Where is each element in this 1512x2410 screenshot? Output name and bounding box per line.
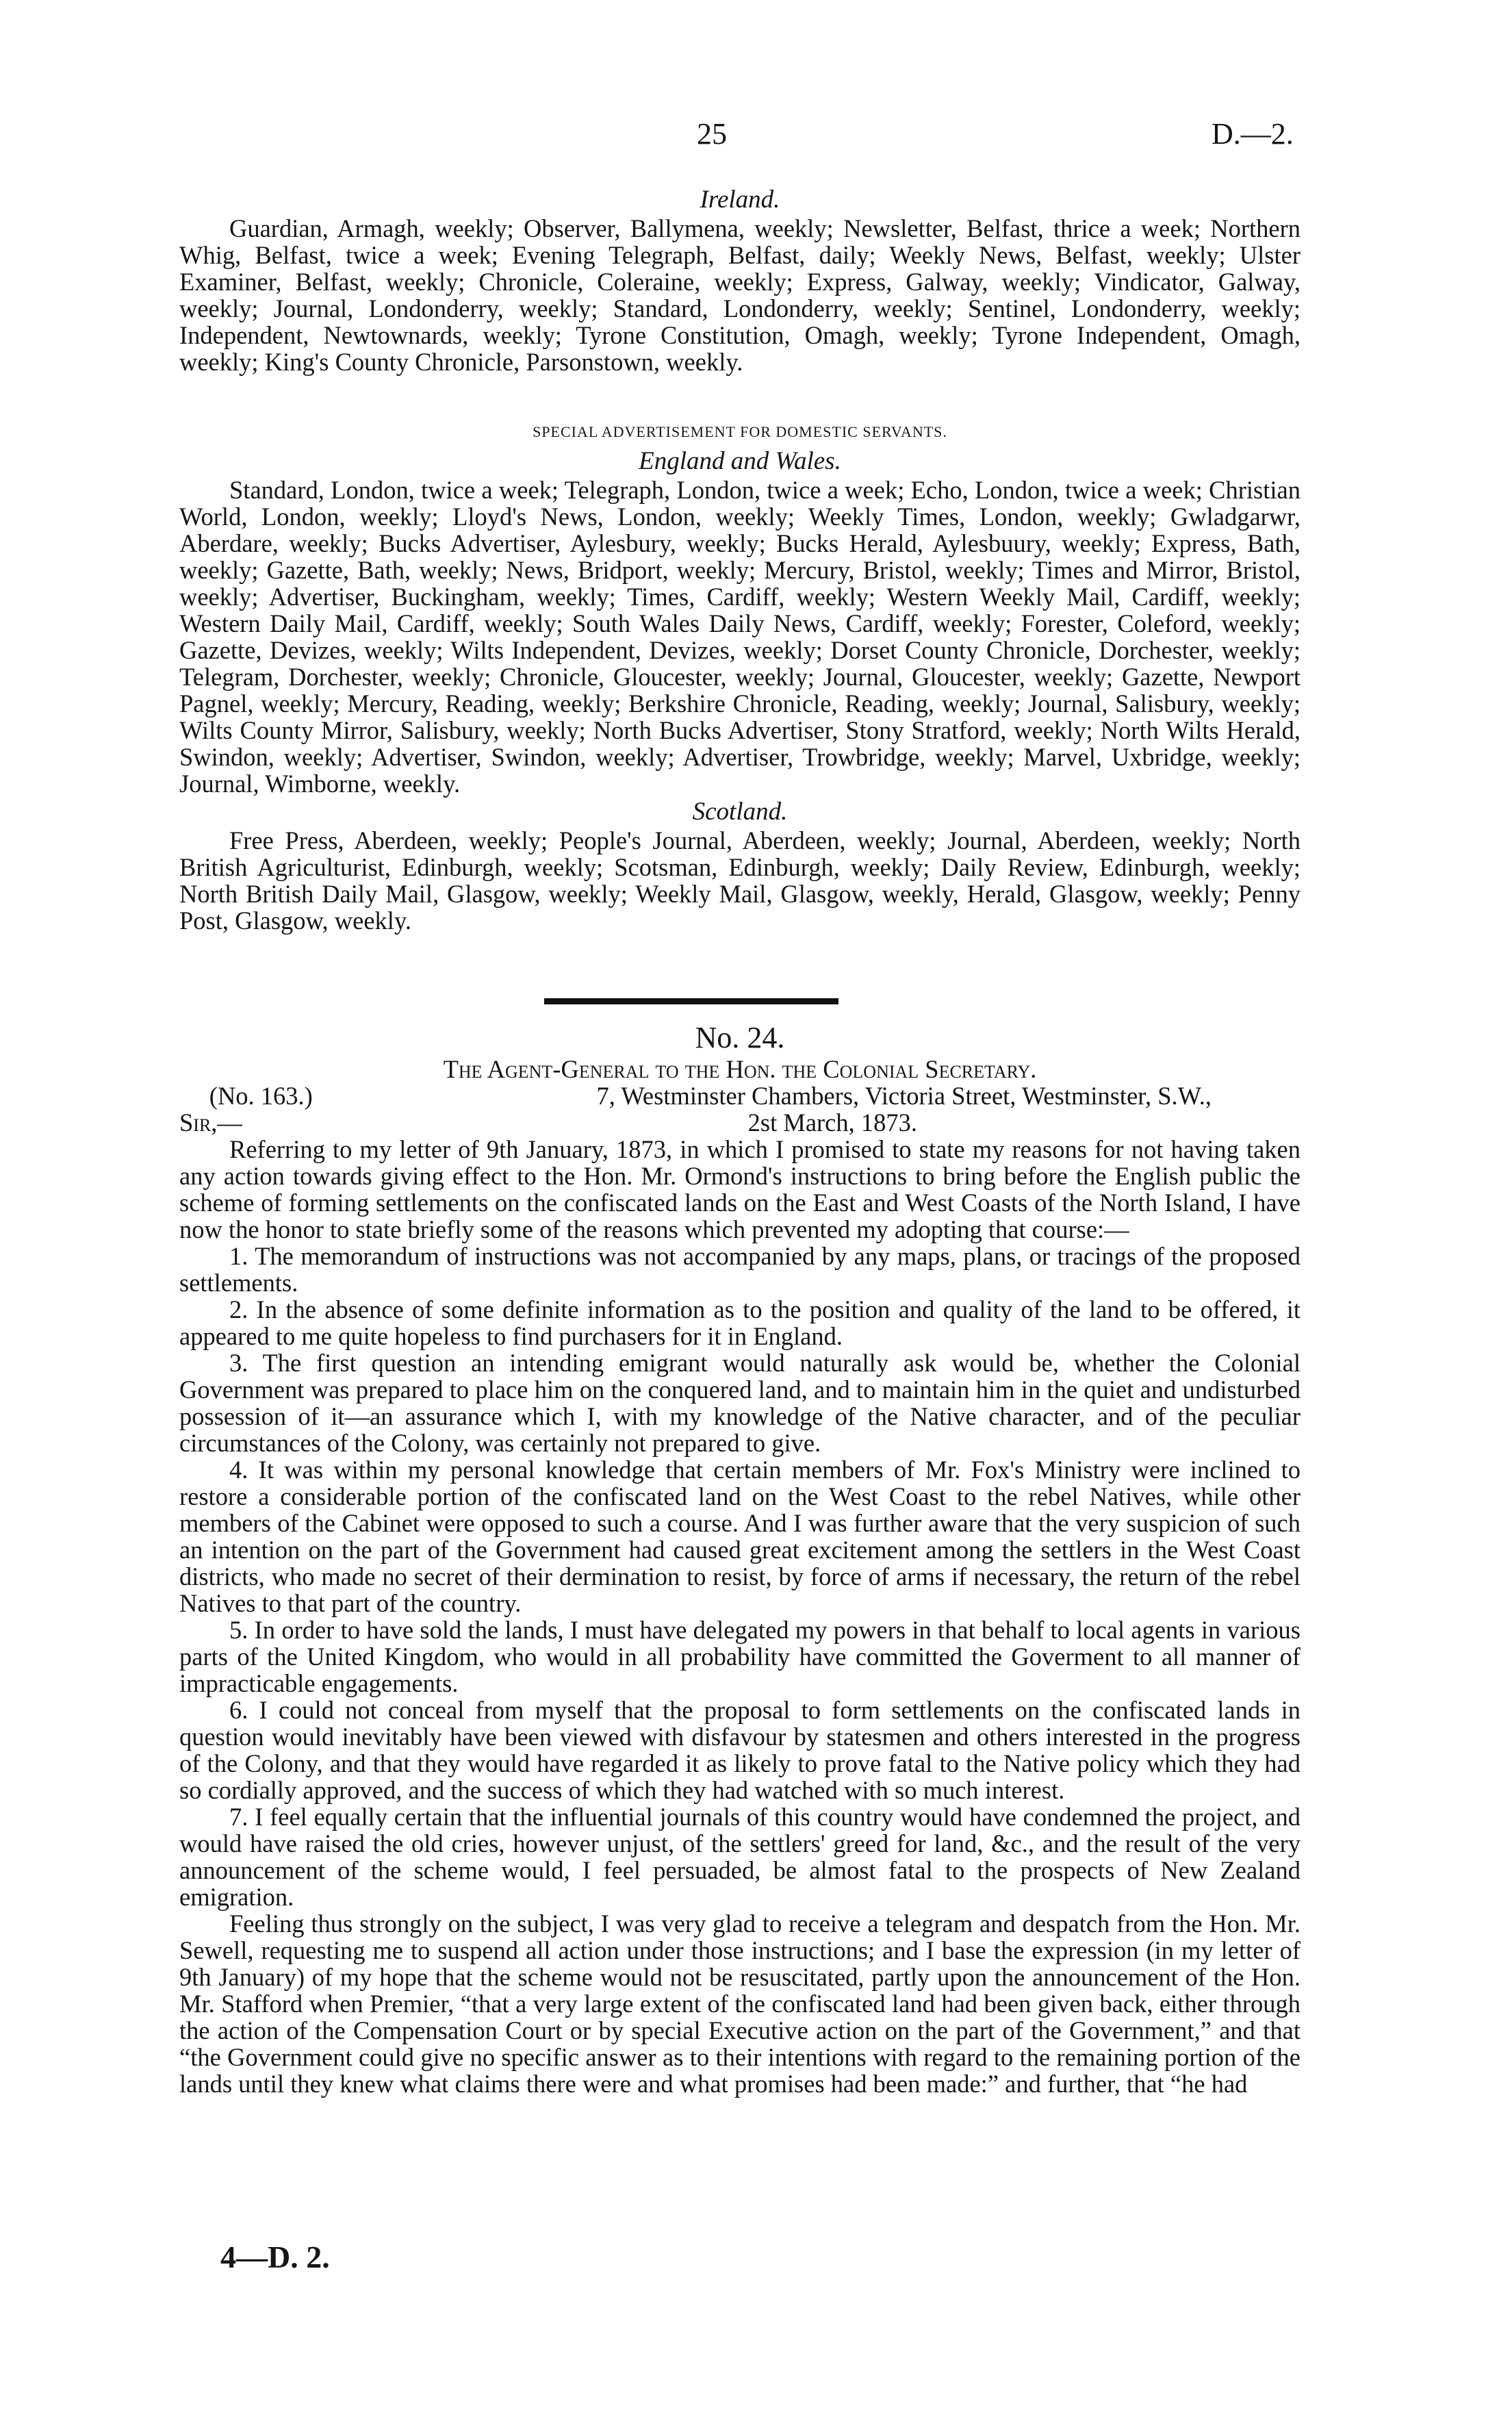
letter-salutation: Sir,— [179, 1108, 242, 1137]
document-code: D.—2. [1212, 117, 1294, 151]
letter-paragraph: 1. The memorandum of instructions was not accompanied by any maps, plans, or tracings of the proposed settlements. [179, 1242, 1300, 1297]
section-divider-rule [544, 998, 838, 1004]
letter-date: 2st March, 1873. [747, 1108, 917, 1137]
letter-paragraph: 5. In order to have sold the lands, I must have delegated my powers in that behalf to local agents in various parts of the United Kingdom, who would in all probability have committed the Goverment to all manner of impracticable engagements. [179, 1616, 1300, 1697]
letter-salutation-row [179, 1109, 1300, 1136]
scotland-paragraph: Free Press, Aberdeen, weekly; People's Journal, Aberdeen, weekly; Journal, Aberdeen, weekly; North British Agriculturist, Edinburgh, weekly; Scotsman, Edinburgh, weekly; Daily Review, Edinburgh, weekly; North British Daily Mail, Glasgow, weekly; Weekly Mail, Glasgow, weekly, Herald, Glasgow, weekly; Penny Post, Glasgow, weekly. [179, 826, 1300, 935]
footer-signature-code: 4—D. 2. [220, 2240, 330, 2274]
england-heading: England and Wales. [639, 447, 841, 475]
special-advertisement-section [179, 414, 1300, 934]
letter-reference-row [179, 1082, 1300, 1109]
letter-address: 7, Westminster Chambers, Victoria Street, Westminster, S.W., [596, 1082, 1212, 1110]
letter-paragraph: 4. It was within my personal knowledge that certain members of Mr. Fox's Ministry were inclined to restore a considerable portion of the confiscated land on the West Coast to the rebel Natives, while other members of the Cabinet were opposed to such a course. And I was further aware that the very suspicion of such an intention on the part of the Government had caused great excitement among the settlers in the West Coast districts, who made no secret of their dermination to resist, by force of arms if necessary, the return of the rebel Natives to that part of the country. [179, 1456, 1300, 1617]
letter-number-title: No. 24. [695, 1021, 785, 1054]
letter-paragraph: Feeling thus strongly on the subject, I was very glad to receive a telegram and despatch from the Hon. Mr. Sewell, requesting me to suspend all action under those instructions; and I base the expression (in my letter of 9th January) of my hope that the scheme would not be resuscitated, partly upon the announcement of the Hon. Mr. Stafford when Premier, “that a very large extent of the confiscated land had been given back, either through the action of the Compensation Court or by special Executive action on the part of the Government,” and that “the Government could give no specific answer as to their intentions with regard to the remaining portion of the lands until they knew what claims there were and what promises had been made:” and further, that “he had [179, 1910, 1300, 2098]
letter-paragraph: 7. I feel equally certain that the influential journals of this country would have condemned the project, and would have raised the old cries, however unjust, of the settlers' greed for land, &c., and the result of the very announcement of the scheme would, I feel persuaded, be almost fatal to the prospects of New Zealand emigration. [179, 1803, 1300, 1911]
ireland-section [179, 185, 1300, 375]
letter-paragraph: 3. The first question an intending emigrant would naturally ask would be, whether the Colonial Government was prepared to place him on the conquered land, and to maintain him in the quiet and undisturbed possession of it—an assurance which I, with my knowledge of the Native character, and of the peculiar circumstances of the Colony, was certainly not prepared to give. [179, 1349, 1300, 1457]
england-paragraph: Standard, London, twice a week; Telegraph, London, twice a week; Echo, London, twice a week; Christian World, London, weekly; Lloyd's News, London, weekly; Weekly Times, London, weekly; Gwladgarwr, Aberdare, weekly; Bucks Advertiser, Aylesbury, weekly; Bucks Herald, Aylesbuury, weekly; Express, Bath, weekly; Gazette, Bath, weekly; News, Bridport, weekly; Mercury, Bristol, weekly; Times and Mirror, Bristol, weekly; Advertiser, Buckingham, weekly; Times, Cardiff, weekly; Western Weekly Mail, Cardiff, weekly; Western Daily Mail, Cardiff, weekly; South Wales Daily News, Cardiff, weekly; Forester, Coleford, weekly; Gazette, Devizes, weekly; Wilts Independent, Devizes, weekly; Dorset County Chronicle, Dorchester, weekly; Telegram, Dorchester, weekly; Chronicle, Gloucester, weekly; Journal, Gloucester, weekly; Gazette, Newport Pagnel, weekly; Mercury, Reading, weekly; Berkshire Chronicle, Reading, weekly; Journal, Salisbury, weekly; Wilts County Mirror, Salisbury, weekly; North Bucks Advertiser, Stony Stratford, weekly; North Wilts Herald, Swindon, weekly; Advertiser, Swindon, weekly; Advertiser, Trowbridge, weekly; Marvel, Uxbridge, weekly; Journal, Wimborne, weekly. [179, 476, 1300, 798]
letter-paragraph: Referring to my letter of 9th January, 1873, in which I promised to state my reasons for not having taken any action towards giving effect to the Hon. Mr. Ormond's instructions to bring before the English public the scheme of forming settlements on the confiscated lands on the East and West Coasts of the North Island, I have now the honor to state briefly some of the reasons which prevented my adopting that course:— [179, 1135, 1300, 1243]
letter-reference: (No. 163.) [209, 1082, 313, 1110]
scotland-heading: Scotland. [692, 798, 788, 826]
special-advertisement-heading: SPECIAL ADVERTISEMENT FOR DOMESTIC SERVANTS. [533, 423, 947, 440]
letter-paragraph: 2. In the absence of some definite information as to the position and quality of the land to be offered, it appeared to me quite hopeless to find purchasers for it in England. [179, 1295, 1300, 1350]
letter-paragraph: 6. I could not conceal from myself that the proposal to form settlements on the confiscated lands in question would inevitably have been viewed with disfavour by statesmen and others interested in the progress of the Colony, and that they would have regarded it as likely to prove fatal to the Native policy which they had so cordially approved, and the success of which they had watched with so much interest. [179, 1696, 1300, 1804]
ireland-paragraph: Guardian, Armagh, weekly; Observer, Ballymena, weekly; Newsletter, Belfast, thrice a week; Northern Whig, Belfast, twice a week; Evening Telegraph, Belfast, daily; Weekly News, Belfast, weekly; Ulster Examiner, Belfast, weekly; Chronicle, Coleraine, weekly; Express, Galway, weekly; Vindicator, Galway, weekly; Journal, Londonderry, weekly; Standard, Londonderry, weekly; Sentinel, Londonderry, weekly; Independent, Newtownards, weekly; Tyrone Constitution, Omagh, weekly; Tyrone Independent, Omagh, weekly; King's County Chronicle, Parsonstown, weekly. [179, 214, 1300, 376]
page-number: 25 [697, 117, 727, 151]
ireland-heading: Ireland. [700, 186, 780, 214]
letter-subtitle: The Agent-General to the Hon. the Colonial Secretary. [443, 1055, 1037, 1083]
letter-section [179, 1020, 1300, 2097]
